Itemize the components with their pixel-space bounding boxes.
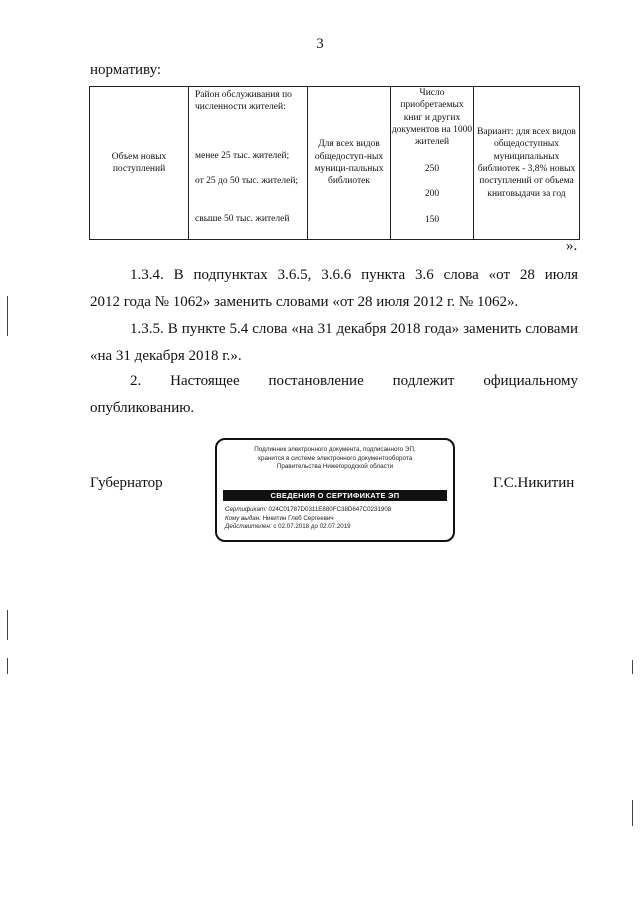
stamp-header: Подлинник электронного документа, подписанного ЭП, хранится в системе электронного документооборота Правительства Нижегородской области bbox=[254, 446, 416, 470]
paragraph-1-3-5 bbox=[90, 316, 578, 370]
paragraph-line: 2012 года № 1062» заменить словами «от 28 июля 2012 г. № 1062». bbox=[90, 294, 519, 310]
table-cell-district bbox=[189, 87, 308, 240]
stamp-title-bar: СВЕДЕНИЯ О СЕРТИФИКАТЕ ЭП bbox=[223, 490, 447, 501]
district-header: Район обслуживания по численности жителей: bbox=[195, 90, 292, 113]
table-cell-variant: Вариант: для всех видов общедоступных муниципальных библиотек - 3,8% новых поступлений от объема книговыдачи за год bbox=[474, 87, 580, 240]
paragraph-2 bbox=[90, 368, 578, 422]
district-row-2: от 25 до 50 тыс. жителей; bbox=[195, 176, 299, 186]
intro-text: нормативу: bbox=[90, 62, 162, 78]
stamp-details bbox=[225, 506, 447, 532]
signature-title: Губернатор bbox=[90, 475, 163, 491]
paragraph-1-3-4 bbox=[90, 262, 578, 316]
table-row bbox=[90, 87, 580, 240]
closing-quote: ». bbox=[566, 238, 578, 254]
e-signature-stamp bbox=[215, 438, 455, 542]
stamp-cert-line: Сертификат: 024C01787D0311E880FC38D647C0231908 bbox=[225, 506, 392, 513]
scan-mark bbox=[7, 296, 8, 336]
signature-name: Г.С.Никитин bbox=[493, 475, 575, 491]
paragraph-line: опубликованию. bbox=[90, 400, 195, 416]
books-value-1: 250 bbox=[424, 164, 440, 174]
scan-mark bbox=[7, 658, 8, 674]
paragraph-line: «на 31 декабря 2018 г.». bbox=[90, 348, 242, 364]
district-row-3: свыше 50 тыс. жителей bbox=[195, 214, 290, 224]
stamp-owner-line: Кому выдан: Никитин Глеб Сергеевич bbox=[225, 514, 334, 522]
scan-mark bbox=[632, 800, 633, 826]
paragraph-line: 2. Настоящее постановление подлежит официальному bbox=[130, 373, 578, 389]
books-value-2: 200 bbox=[424, 189, 440, 199]
table-cell-libraries: Для всех видов общедоступ-ных муници-пальных библиотек bbox=[308, 87, 391, 240]
books-header: Число приобретаемых книг и других документов на 1000 жителей bbox=[391, 88, 473, 148]
paragraph-line: 1.3.4. В подпунктах 3.6.5, 3.6.6 пункта 3.6 слова «от 28 июля bbox=[130, 267, 578, 283]
scan-mark bbox=[7, 610, 8, 640]
norm-table bbox=[89, 86, 580, 240]
table-cell-books bbox=[391, 87, 474, 240]
district-row-1: менее 25 тыс. жителей; bbox=[195, 151, 290, 161]
scan-mark bbox=[632, 660, 633, 674]
page-number: 3 bbox=[316, 36, 324, 52]
stamp-valid-line: Действителен: с 02.07.2018 до 02.07.2019 bbox=[225, 523, 351, 531]
table-cell-volume: Объем новых поступлений bbox=[90, 87, 189, 240]
books-value-3: 150 bbox=[424, 215, 440, 225]
paragraph-line: 1.3.5. В пункте 5.4 слова «на 31 декабря 2018 года» заменить словами bbox=[130, 321, 578, 337]
